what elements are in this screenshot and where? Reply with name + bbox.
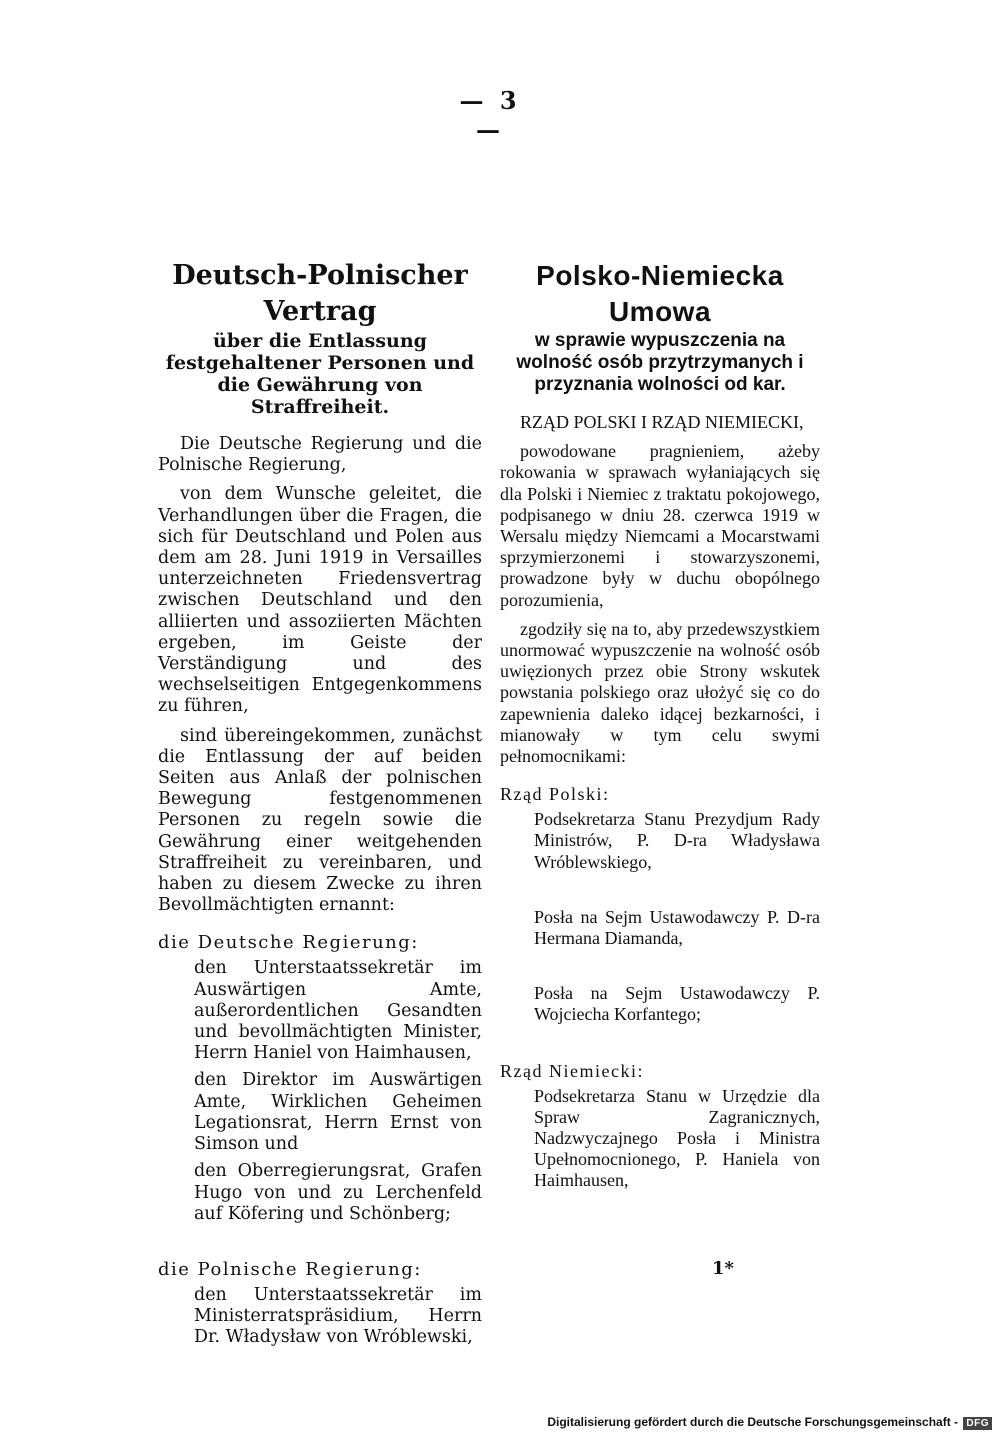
german-gov1-plenipotentiary-2: den Direktor im Auswärtigen Amte, Wirklichen Geheimen Legationsrat, Herrn Ernst von Simson und: [194, 1070, 482, 1155]
german-gov1-label: die Deutsche Regierung:: [158, 932, 419, 954]
polish-column: [500, 258, 820, 1198]
german-gov1-plenipotentiary-1: den Unterstaatssekretär im Auswärtigen Amte, außerordentlichen Gesandten und bevollmächtigten Minister, Herrn Haniel von Haimhausen,: [194, 958, 482, 1064]
german-preamble-agreement: sind übereingekommen, zunächst die Entlassung der auf beiden Seiten aus Anlaß der polnischen Bewegung festgenommenen Personen zu regeln sowie die Gewährung einer weitgehenden Straffreiheit zu vereinbaren, und haben zu diesem Zwecke zu ihren Bevollmächtigten ernannt:: [158, 725, 482, 916]
polish-gov1-label: Rząd Polski:: [500, 784, 610, 805]
polish-title: Polsko-Niemiecka Umowa: [536, 260, 784, 327]
sheet-signature-mark: 1*: [712, 1258, 734, 1279]
dfg-logo-icon: DFG: [963, 1417, 992, 1430]
german-preamble-parties: Die Deutsche Regierung und die Polnische Regierung,: [158, 434, 482, 476]
german-preamble-motive: von dem Wunsche geleitet, die Verhandlungen über die Fragen, die sich für Deutschland und Polen aus dem am 28. Juni 1919 in Versailles unterzeichneten Friedensvertrag zwischen Deutschland und den alliierten und assoziierten Mächten ergeben, im Geiste der Verständigung und des wechselseitigen Entgegenkommens zu führen,: [158, 484, 482, 717]
polish-subtitle: w sprawie wypuszczenia na wolność osób przytrzymanych i przyznania wolności od kar.: [516, 330, 804, 395]
polish-preamble-parties: RZĄD POLSKI I RZĄD NIEMIECKI,: [520, 412, 804, 432]
page-number: — 3 —: [459, 86, 521, 144]
digitization-footer: [547, 1415, 992, 1430]
german-gov2-plenipotentiary-1: den Unterstaatssekretär im Ministerratspräsidium, Herrn Dr. Władysław von Wróblewski,: [194, 1284, 482, 1348]
german-subtitle: über die Entlassung festgehaltener Personen und die Gewährung von Straffreiheit.: [165, 330, 475, 418]
german-gov2-label: die Polnische Regierung:: [158, 1258, 422, 1280]
footer-text: Digitalisierung gefördert durch die Deutsche Forschungsgemeinschaft -: [547, 1415, 959, 1429]
polish-gov2-label: Rząd Niemiecki:: [500, 1060, 644, 1081]
polish-gov1-plenipotentiary-3: Posła na Sejm Ustawodawczy P. Wojciecha Korfantego;: [534, 983, 820, 1025]
polish-gov2-plenipotentiary-1: Podsekretarza Stanu w Urzędzie dla Spraw Zagranicznych, Nadzwyczajnego Posła i Ministra Upełnomocnionego, P. Haniela von Haimhausen,: [534, 1085, 820, 1191]
german-gov1-plenipotentiary-3: den Oberregierungsrat, Grafen Hugo von und zu Lerchenfeld auf Köfering und Schönberg;: [194, 1161, 482, 1224]
polish-preamble-agreement: zgodziły się na to, aby przedewszystkiem unormować wypuszczenie na wolność osób uwięzionych przez obie Strony wskutek powstania polskiego oraz ułożyć się co do zapewnienia daleko idącej bezkarności, i mianowały w tym celu swymi pełnomocnikami:: [500, 618, 820, 767]
polish-preamble-motive: powodowane pragnieniem, ażeby rokowania w sprawach wyłaniających się dla Polski i Niemiec z traktatu pokojowego, podpisanego w dniu 28. czerwca 1919 w Wersalu między Niemcami a Mocarstwami sprzymierzonemi i stowarzyszonemi, prowadzone były w duchu obopólnego porozumienia,: [500, 441, 820, 610]
polish-gov1-plenipotentiary-1: Podsekretarza Stanu Prezydjum Rady Ministrów, P. D-ra Władysława Wróblewskiego,: [534, 809, 820, 872]
german-column: [158, 258, 482, 1355]
polish-gov1-plenipotentiary-2: Posła na Sejm Ustawodawczy P. D-ra Hermana Diamanda,: [534, 906, 820, 949]
german-title: Deutsch-Polnischer Vertrag: [172, 260, 468, 327]
